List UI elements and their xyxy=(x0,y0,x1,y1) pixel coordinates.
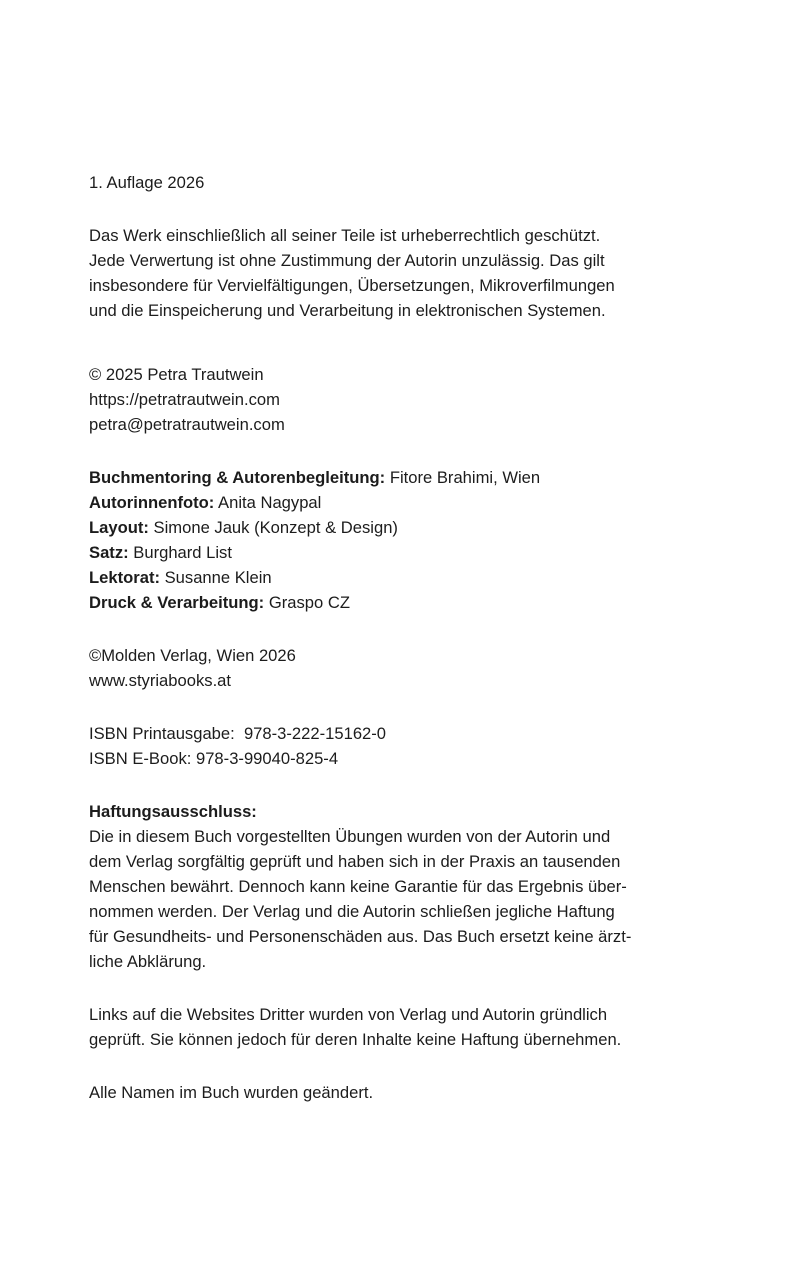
credit-value: Simone Jauk (Konzept & Design) xyxy=(148,518,398,537)
edition-block xyxy=(89,170,689,195)
disclaimer-heading: Haftungsausschluss: xyxy=(89,802,257,821)
links-notice-line: geprüft. Sie können jedoch für deren Inhalte keine Haftung übernehmen. xyxy=(89,1030,622,1049)
links-notice-line: Links auf die Websites Dritter wurden von Verlag und Autorin gründlich xyxy=(89,1005,608,1024)
copyright-notice xyxy=(89,223,689,323)
author-copyright: © 2025 Petra Trautwein xyxy=(89,365,264,384)
credit-label: Layout: xyxy=(89,518,149,537)
credit-value: Susanne Klein xyxy=(160,568,272,587)
links-notice xyxy=(89,1002,689,1052)
credit-author-photo xyxy=(89,490,689,515)
disclaimer-line: liche Abklärung. xyxy=(89,952,207,971)
credits-block xyxy=(89,465,689,615)
isbn-block xyxy=(89,721,689,771)
credit-printing xyxy=(89,590,689,615)
disclaimer-line: Die in diesem Buch vorgestellten Übungen wurden von der Autorin und xyxy=(89,827,611,846)
disclaimer-line: für Gesundheits- und Personenschäden aus. Das Buch ersetzt keine ärzt- xyxy=(89,927,632,946)
edition: 1. Auflage 2026 xyxy=(89,173,205,192)
credit-label: Lektorat: xyxy=(89,568,160,587)
copyright-line: Jede Verwertung ist ohne Zustimmung der Autorin unzulässig. Das gilt xyxy=(89,251,605,270)
publisher-copyright: ©Molden Verlag, Wien 2026 xyxy=(89,646,296,665)
copyright-line: und die Einspeicherung und Verarbeitung in elektronischen Systemen. xyxy=(89,301,606,320)
disclaimer-line: nommen werden. Der Verlag und die Autorin schließen jegliche Haftung xyxy=(89,902,615,921)
credit-value: Graspo CZ xyxy=(264,593,350,612)
disclaimer-block xyxy=(89,799,689,974)
disclaimer-line: dem Verlag sorgfältig geprüft und haben sich in der Praxis an tausenden xyxy=(89,852,621,871)
isbn-print: ISBN Printausgabe: 978-3-222-15162-0 xyxy=(89,724,387,743)
author-block xyxy=(89,362,689,437)
credit-value: Fitore Brahimi, Wien xyxy=(385,468,541,487)
copyright-line: Das Werk einschließlich all seiner Teile ist urheberrechtlich geschützt. xyxy=(89,226,601,245)
credit-label: Autorinnenfoto: xyxy=(89,493,215,512)
credit-value: Anita Nagypal xyxy=(214,493,322,512)
names-notice-block xyxy=(89,1080,689,1105)
imprint-page xyxy=(89,170,689,1105)
isbn-ebook: ISBN E-Book: 978-3-99040-825-4 xyxy=(89,749,339,768)
author-email-link[interactable]: petra@petratrautwein.com xyxy=(89,415,285,434)
credit-label: Buchmentoring & Autorenbegleitung: xyxy=(89,468,386,487)
publisher-block xyxy=(89,643,689,693)
credit-label: Druck & Verarbeitung: xyxy=(89,593,265,612)
author-website-link[interactable]: https://petratrautwein.com xyxy=(89,390,280,409)
credit-label: Satz: xyxy=(89,543,129,562)
copyright-line: insbesondere für Vervielfältigungen, Übersetzungen, Mikroverfilmungen xyxy=(89,276,615,295)
credit-mentoring xyxy=(89,465,689,490)
disclaimer-line: Menschen bewährt. Dennoch kann keine Garantie für das Ergebnis über- xyxy=(89,877,627,896)
credit-layout xyxy=(89,515,689,540)
credit-editing xyxy=(89,565,689,590)
publisher-website-link[interactable]: www.styriabooks.at xyxy=(89,671,232,690)
credit-value: Burghard List xyxy=(128,543,232,562)
names-notice: Alle Namen im Buch wurden geändert. xyxy=(89,1083,374,1102)
credit-typesetting xyxy=(89,540,689,565)
